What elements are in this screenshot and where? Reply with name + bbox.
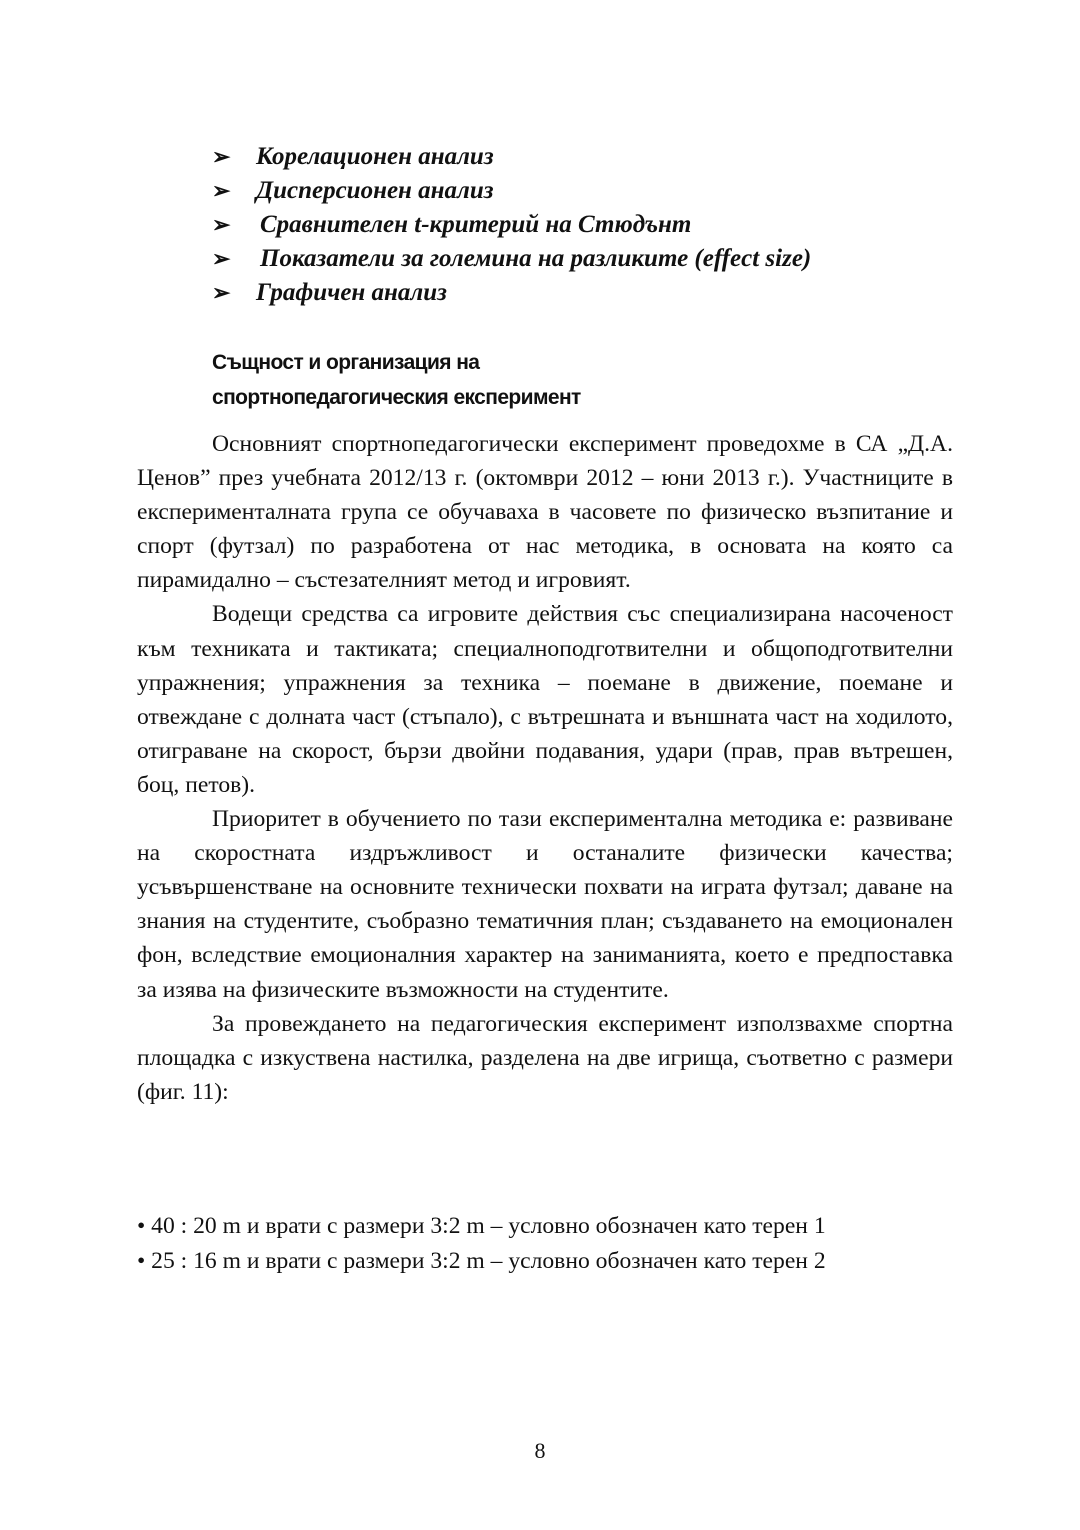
method-item <box>212 208 811 242</box>
page-number: 8 <box>534 1438 546 1463</box>
field-size-item: • 25 : 16 m и врати с размери 3:2 m – условно обозначен като терен 2 <box>137 1248 826 1274</box>
section-heading <box>212 345 581 415</box>
field-sizes-list <box>137 1209 826 1279</box>
arrow-bullet-icon: ➢ <box>212 144 231 169</box>
methods-list <box>212 140 811 310</box>
method-item <box>212 276 811 310</box>
method-label: Корелационен анализ <box>256 143 494 170</box>
paragraph: Основният спортнопедагогически експеримент проведохме в СА „Д.А. Ценов” през учебната 2012/13 г. (октомври 2012 – юни 2013 г.). Участниците в експерименталната група се обучаваха в часовете по физическо възпитание и спорт (футзал) по разработена от нас методика, в основата на която са пирамидално – състезателният метод и игровият. <box>137 431 953 594</box>
body-text <box>137 427 953 1109</box>
method-item <box>212 140 811 174</box>
method-label: Показатели за големина на разликите (effect size) <box>260 245 812 272</box>
method-label: Графичен анализ <box>256 279 447 306</box>
section-heading-line-1: Същност и организация на <box>212 351 480 374</box>
method-item <box>212 174 811 208</box>
arrow-bullet-icon: ➢ <box>212 280 231 305</box>
field-size-item: • 40 : 20 m и врати с размери 3:2 m – условно обозначен като терен 1 <box>137 1213 826 1239</box>
arrow-bullet-icon: ➢ <box>212 212 231 237</box>
paragraph: Водещи средства са игровите действия със специализирана насоченост към техниката и тактиката; специалноподготвителни и общоподготвителни упражнения; упражнения за техника – поемане в движение, поемане и отвеждане с долната част (стъпало), с вътрешната и външната част на ходилото, отиграване на скорост, бързи двойни подавания, удари (прав, прав вътрешен, боц, петов). <box>137 601 953 798</box>
paragraph: За провеждането на педагогическия експеримент използвахме спортна площадка с изкуствена настилка, разделена на две игрища, съответно с размери (фиг. 11): <box>137 1010 953 1105</box>
arrow-bullet-icon: ➢ <box>212 246 231 271</box>
method-label: Сравнителен t-критерий на Стюдънт <box>260 211 692 238</box>
method-item <box>212 242 811 276</box>
arrow-bullet-icon: ➢ <box>212 178 231 203</box>
paragraph: Приоритет в обучението по тази експериментална методика е: развиване на скоростната издръжливост и останалите физически качества; усъвършенстване на основните технически похвати на играта футзал; даване на знания на студентите, съобразно тематичния план; създаването на емоционален фон, вследствие емоционалния характер на заниманията, което е предпоставка за изява на физическите възможности на студентите. <box>137 806 953 1003</box>
section-heading-line-2: спортнопедагогическия експеримент <box>212 386 581 409</box>
method-label: Дисперсионен анализ <box>256 177 494 204</box>
